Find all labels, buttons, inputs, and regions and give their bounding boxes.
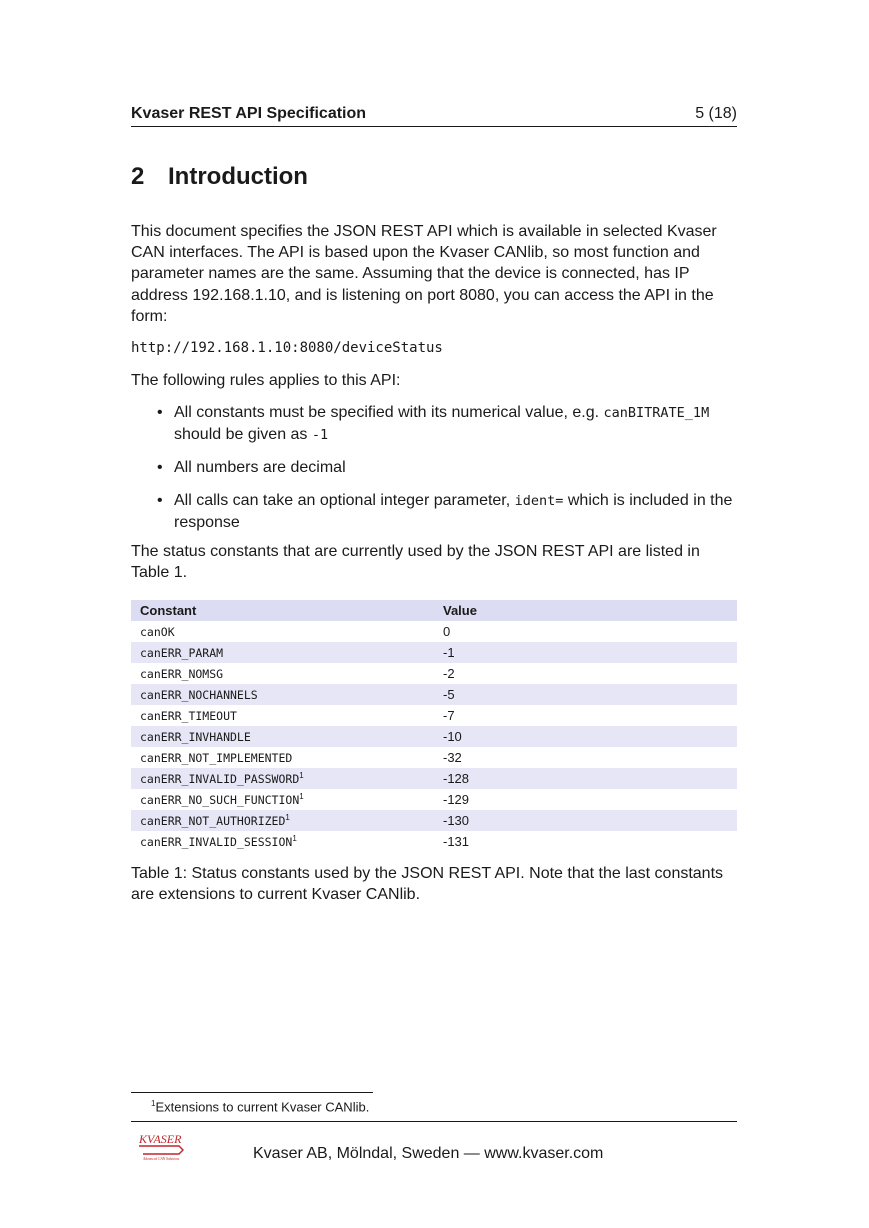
value-cell: -7 <box>443 708 455 723</box>
bullet-icon: • <box>157 491 163 509</box>
value-cell: -130 <box>434 810 737 831</box>
rule-text: which is included in the response <box>174 491 733 531</box>
rule-code: -1 <box>311 427 329 444</box>
constant-cell: canERR_NOT_IMPLEMENTED <box>140 750 293 765</box>
table-row <box>131 684 737 705</box>
kvaser-logo <box>137 1131 189 1161</box>
page-header <box>131 104 737 127</box>
constant-cell: canERR_NOT_AUTHORIZED$^1$ <box>131 810 434 831</box>
rules-list <box>131 402 737 544</box>
table-row <box>131 789 737 810</box>
footnote-text: Extensions to current Kvaser CANlib. <box>155 1099 370 1115</box>
list-item <box>131 402 737 446</box>
bullet-icon: • <box>157 404 163 421</box>
footnote-mark: 1 <box>151 1099 156 1108</box>
value-cell: -5 <box>434 684 737 705</box>
logo-tagline: Advanced CAN Solutions <box>143 1157 180 1161</box>
table-row <box>131 831 737 852</box>
table-caption: Table 1: Status constants used by the JSON REST API. Note that the last constants are extensions to current Kvaser CANlib. <box>131 865 724 904</box>
table-row <box>131 642 737 663</box>
section-number: 2 <box>131 163 145 190</box>
constant-cell: canERR_TIMEOUT <box>140 708 237 723</box>
rule-text: All calls can take an optional integer parameter, <box>174 491 515 509</box>
footnote-divider <box>131 1092 373 1093</box>
constant-cell: canOK <box>140 624 175 639</box>
value-cell: -128 <box>434 768 737 789</box>
rule-code: canBITRATE_1M <box>603 405 710 421</box>
constant-cell: canERR_INVALID_SESSION$^1$ <box>140 834 297 849</box>
value-cell: -32 <box>443 750 462 765</box>
value-cell: -10 <box>434 726 737 747</box>
constant-cell: canERR_INVALID_PASSWORD$^1$ <box>131 768 434 789</box>
example-url: http://192.168.1.10:8080/deviceStatus <box>131 340 443 356</box>
table-row <box>131 726 737 747</box>
footer-divider <box>131 1121 737 1122</box>
constant-cell: canERR_NOCHANNELS <box>131 684 434 705</box>
column-header-value: Value <box>434 600 737 621</box>
value-cell: -1 <box>434 642 737 663</box>
table-header-row <box>131 600 737 621</box>
section-heading <box>131 162 308 192</box>
header-title: Kvaser REST API Specification <box>131 105 367 122</box>
value-cell: -2 <box>443 666 455 681</box>
status-constants-table <box>131 600 737 852</box>
constant-cell: canERR_NOMSG <box>140 666 224 681</box>
table-row <box>131 663 737 684</box>
list-item <box>131 457 737 478</box>
logo-wordmark: KVASER <box>139 1132 182 1146</box>
constant-cell: canERR_INVHANDLE <box>131 726 434 747</box>
list-item <box>131 490 737 533</box>
rule-text: All constants must be specified with its numerical value, e.g. <box>174 404 604 421</box>
value-cell: -131 <box>443 834 470 849</box>
rule-code: ident= <box>514 492 564 509</box>
bullet-icon: • <box>157 459 163 477</box>
value-cell: 0 <box>443 624 451 639</box>
table-row <box>131 705 737 726</box>
section-title: Introduction <box>168 163 308 190</box>
constant-cell: canERR_PARAM <box>131 642 434 663</box>
constant-cell: canERR_NO_SUCH_FUNCTION$^1$ <box>140 792 304 807</box>
table-row <box>131 768 737 789</box>
rule-text: All numbers are decimal <box>174 459 346 477</box>
table-row <box>131 621 737 642</box>
rule-text: should be given as <box>174 426 312 444</box>
footnote <box>151 1096 369 1115</box>
table-row <box>131 747 737 768</box>
value-cell: -129 <box>443 792 470 807</box>
rules-intro: The following rules applies to this API: <box>131 372 401 389</box>
table-row <box>131 810 737 831</box>
column-header-constant: Constant <box>131 600 434 621</box>
header-page-number: 5 (18) <box>695 105 737 122</box>
footer-text: Kvaser AB, Mölndal, Sweden — www.kvaser.com <box>253 1145 604 1162</box>
intro-paragraph: This document specifies the JSON REST API which is available in selected Kvaser CAN interfaces. The API is based upon the Kvaser CANlib, so most function and parameter names are the same. Assuming that the device is connected, has IP address 192.168.1.10, and is listening on port 8080, you can access the API in the form: <box>131 223 717 325</box>
table-intro: The status constants that are currently used by the JSON REST API are listed in Table 1. <box>131 543 700 582</box>
